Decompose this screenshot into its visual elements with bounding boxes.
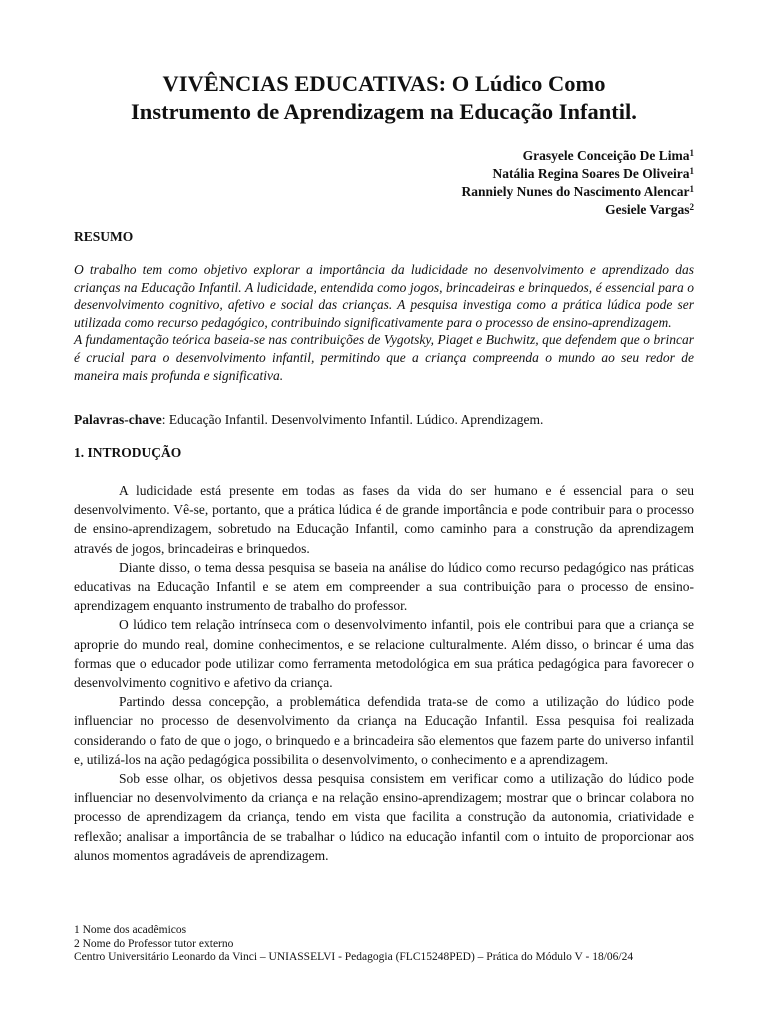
footnote-1: 1 Nome dos acadêmicos bbox=[74, 924, 187, 936]
introduction-body bbox=[74, 481, 694, 865]
intro-paragraph-2: Diante disso, o tema dessa pesquisa se baseia na análise do lúdico como recurso pedagógico nas práticas educativas na Educação Infantil e se atem em compreender a sua contribuição para o processo de ensino-aprendizagem enquanto instrumento de trabalho do professor. bbox=[74, 559, 694, 614]
author-2: Natália Regina Soares De Oliveira$^1$ bbox=[492, 166, 694, 181]
author-3-mark: 1 bbox=[689, 184, 694, 194]
intro-paragraph-1: A ludicidade está presente em todas as fases da vida do ser humano e é essencial para o seu desenvolvimento. Vê-se, portanto, que a prática lúdica é de grande importância e pode contribuir para o processo de ensino-aprendizagem, sobretudo na Educação Infantil, como caminho para a construção da aprendizagem através de jogos, brincadeiras e brinquedos. bbox=[74, 483, 694, 556]
author-1: Grasyele Conceição De Lima$^1$ bbox=[522, 148, 694, 163]
abstract-body bbox=[74, 261, 694, 384]
paper-title-line-1: VIVÊNCIAS EDUCATIVAS: O Lúdico Como bbox=[162, 71, 606, 96]
paper-title bbox=[60, 70, 708, 126]
intro-paragraph-3: O lúdico tem relação intrínseca com o desenvolvimento infantil, pois ele contribui para que a criança se aproprie do mundo real, domine conhecimentos, e se relacione culturalmente. Além disso, o brincar é uma das formas que o educador pode utilizar como ferramenta metodológica em sua prática pedagógica para favorecer o desenvolvimento cognitivo e afetivo da criança. bbox=[74, 617, 694, 691]
footnote-2: 2 Nome do Professor tutor externo bbox=[74, 937, 234, 950]
author-3: Ranniely Nunes do Nascimento Alencar$^1$ bbox=[461, 184, 694, 199]
keywords bbox=[74, 411, 694, 429]
introduction-heading: 1. INTRODUÇÃO bbox=[74, 445, 182, 460]
abstract-paragraph-1: O trabalho tem como objetivo explorar a importância da ludicidade no desenvolvimento e aprendizado das crianças na Educação Infantil. A ludicidade, entendida como jogos, brincadeiras e brinquedos, é essencial para o desenvolvimento cognitivo, afetivo e social das crianças. A pesquisa investiga como a prática lúdica pode ser utilizada como recurso pedagógico, contribuindo significativamente para o processo de ensino-aprendizagem. bbox=[74, 262, 694, 330]
footnote-institution: Centro Universitário Leonardo da Vinci – UNIASSELVI - Pedagogia (FLC15248PED) – Prática do Módulo V - 18/06/24 bbox=[74, 951, 634, 963]
abstract-paragraph-2: A fundamentação teórica baseia-se nas contribuições de Vygotsky, Piaget e Buchwitz, que defendem que o brincar é crucial para o desenvolvimento infantil, permitindo que a criança compreenda o mundo ao seu redor de maneira mais profunda e significativa. bbox=[74, 332, 694, 383]
keywords-separator: : bbox=[161, 412, 166, 427]
footnotes bbox=[74, 924, 674, 965]
keywords-text: Educação Infantil. Desenvolvimento Infantil. Lúdico. Aprendizagem. bbox=[165, 412, 544, 427]
author-4: Gesiele Vargas$^2$ bbox=[605, 202, 694, 217]
intro-paragraph-4: Partindo dessa concepção, a problemática defendida trata-se de como a utilização do lúdico pode influenciar no processo de desenvolvimento da criança na Educação Infantil. Essa pesquisa foi realizada considerando o fato de que o jogo, o brinquedo e a brincadeira são elementos que fazem parte do universo infantil e, utilizá-los na ação pedagógica possibilita o desenvolvimento, o conhecimento e a aprendizagem. bbox=[74, 694, 694, 767]
keywords-label: Palavras-chave bbox=[74, 412, 162, 427]
author-2-mark: 1 bbox=[689, 166, 694, 176]
author-4-mark: 2 bbox=[689, 202, 694, 212]
paper-title-line-2: Instrumento de Aprendizagem na Educação Infantil. bbox=[131, 99, 637, 124]
author-1-mark: 1 bbox=[689, 148, 694, 158]
intro-paragraph-5: Sob esse olhar, os objetivos dessa pesquisa consistem em verificar como a utilização do lúdico pode influenciar no desenvolvimento da criança e na relação ensino-aprendizagem; mostrar que o brincar colabora no processo de aprendizagem da criança, tendo em vista que facilita a construção da autonomia, criatividade e reflexão; analisar a importância de se trabalhar o lúdico na educação infantil com o intuito de proporcionar aos alunos momentos agradáveis de aprendizagem. bbox=[74, 771, 694, 863]
abstract-heading: RESUMO bbox=[74, 229, 134, 244]
author-list bbox=[461, 147, 694, 219]
